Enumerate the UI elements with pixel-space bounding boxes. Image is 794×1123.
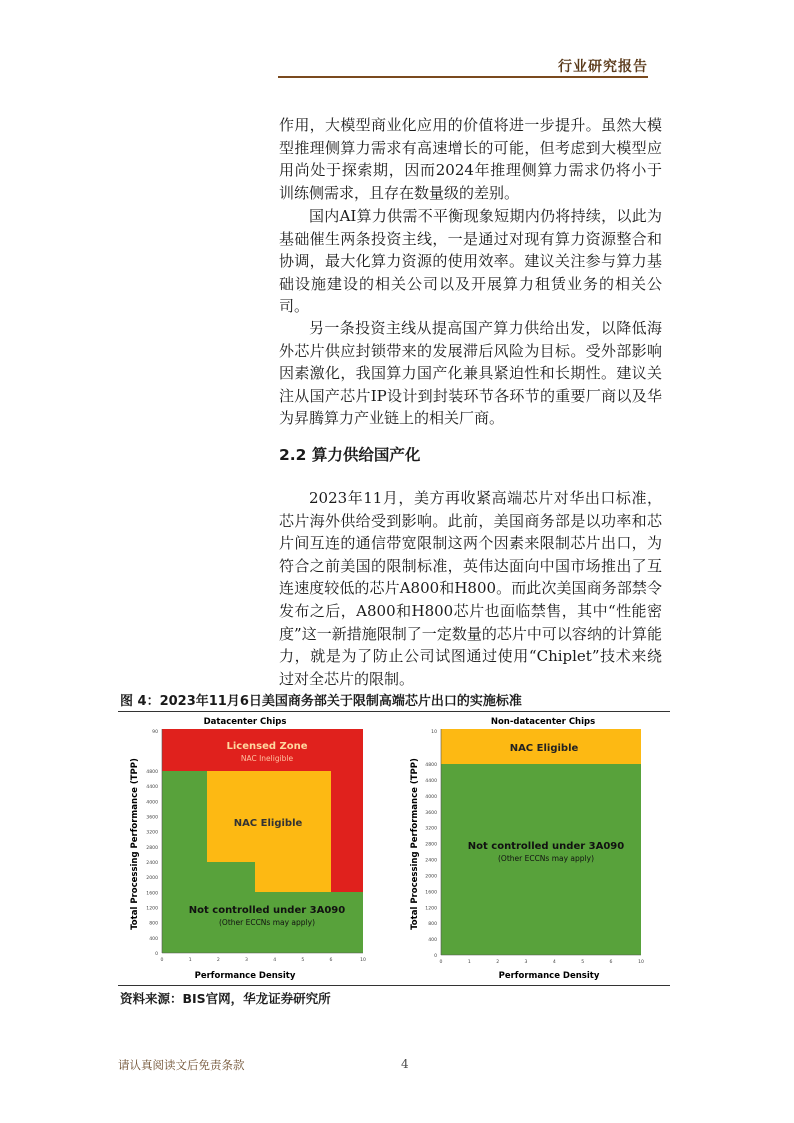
figure-caption: 图 4：2023年11月6日美国商务部关于限制高端芯片出口的实施标准 [120, 694, 522, 709]
body-paragraph-1 [279, 114, 662, 204]
section-paragraph [279, 487, 662, 690]
section-heading: 2.2 算力供给国产化 [279, 446, 421, 464]
y-tick-label: 1200 [146, 906, 158, 912]
y-tick-label: 400 [428, 938, 437, 944]
region-label: NAC Eligible [233, 818, 303, 829]
region-label: NAC Eligible [509, 743, 579, 754]
y-tick-label: 1600 [425, 890, 437, 896]
x-tick-label: 6 [329, 958, 333, 963]
x-tick-label: 4 [273, 958, 277, 963]
y-tick-label: 2000 [146, 876, 158, 882]
x-tick-label: 2 [216, 958, 220, 963]
chart-datacenter [120, 713, 374, 983]
y-tick-label: 2400 [146, 861, 158, 866]
region-label: Licensed Zone [226, 741, 308, 752]
x-tick-label: 0 [160, 958, 164, 963]
y-ticks [425, 729, 437, 959]
y-tick-label: 4400 [425, 778, 437, 784]
region-note: (Other ECCNs may apply) [497, 854, 595, 863]
paragraph-text: 另一条投资主线从提高国产算力供给出发，以降低海外芯片供应封锁带来的发展滞后风险为目标。受外部影响因素激化，我国算力国产化兼具紧迫性和长期性。建议关注从国产芯片IP设计到封装环节各环节的重要厂商以及华为昇腾算力产业链上的相关厂商。 [279, 319, 662, 428]
body-paragraph-3 [279, 317, 662, 430]
header-divider [278, 76, 648, 78]
figure-source: 资料来源：BIS官网，华龙证券研究所 [120, 991, 331, 1006]
x-tick-label: 3 [524, 960, 528, 965]
x-tick-label: 3 [245, 958, 248, 963]
x-tick-label: 10 [638, 960, 644, 965]
y-tick-label: 4400 [146, 785, 158, 791]
chart-non-datacenter [386, 713, 670, 983]
y-axis-label: Total Processing Performance (TPP) [410, 758, 420, 930]
chart-title: Datacenter Chips [203, 717, 287, 727]
y-tick-label: 3600 [146, 815, 158, 821]
x-ticks [161, 957, 366, 963]
y-tick-label: 0 [155, 952, 158, 957]
y-tick-label: 2000 [425, 874, 437, 880]
x-tick-label: 1 [467, 960, 471, 965]
region-note: (Other ECCNs may apply) [218, 918, 316, 927]
region-label: Not controlled under 3A090 [467, 841, 625, 852]
x-axis-label: Performance Density [194, 971, 296, 981]
y-tick-label: 10 [431, 730, 437, 735]
x-tick-label: 1 [188, 958, 192, 963]
footer-disclaimer: 请认真阅读文后免责条款 [118, 1058, 245, 1072]
y-tick-label: 2800 [425, 842, 437, 848]
x-tick-label: 2 [496, 960, 500, 965]
x-tick-label: 6 [609, 960, 613, 965]
chart-datacenter-svg [120, 713, 374, 983]
y-tick-label: 4800 [146, 770, 158, 775]
body-paragraph-2 [279, 205, 662, 318]
y-tick-label: 1600 [146, 891, 158, 897]
figure-bottom-rule [118, 985, 670, 986]
y-tick-label: 2800 [146, 845, 158, 851]
y-tick-label: 3200 [146, 830, 158, 836]
x-tick-label: 5 [301, 958, 305, 963]
y-tick-label: 4000 [146, 800, 158, 806]
y-tick-label: 3200 [425, 826, 437, 832]
y-tick-label: 4000 [425, 794, 437, 800]
y-tick-label: 0 [434, 954, 437, 959]
chart-non-datacenter-svg [386, 713, 670, 983]
x-tick-label: 10 [360, 958, 366, 963]
region-label: Not controlled under 3A090 [188, 905, 346, 916]
report-type-header: 行业研究报告 [558, 59, 648, 75]
paragraph-text: 2023年11月，美方再收紧高端芯片对华出口标准，芯片海外供给受到影响。此前，美国商务部是以功率和芯片间互连的通信带宽限制这两个因素来限制芯片出口，为符合之前美国的限制标准，英伟达面向中国市场推出了互连速度较低的芯片A800和H800。而此次美国商务部禁令发布之后，A800和H800芯片也面临禁售，其中“性能密度”这一新措施限制了一定数量的芯片中可以容纳的计算能力，就是为了防止公司试图通过使用“Chiplet”技术来绕过对全芯片的限制。 [279, 489, 662, 688]
y-tick-label: 800 [149, 921, 158, 927]
y-ticks [146, 729, 158, 957]
y-tick-label: 90 [152, 730, 158, 735]
y-tick-label: 1200 [425, 906, 437, 912]
region-note: NAC Ineligible [240, 754, 294, 763]
y-tick-label: 3600 [425, 810, 437, 816]
x-tick-label: 5 [581, 960, 585, 965]
x-axis-label: Performance Density [498, 971, 600, 981]
y-tick-label: 2400 [425, 858, 437, 864]
paragraph-text: 国内AI算力供需不平衡现象短期内仍将持续，以此为基础催生两条投资主线，一是通过对现有算力资源整合和协调，最大化算力资源的使用效率。建议关注参与算力基础设施建设的相关公司以及开展算力租赁业务的相关公司。 [279, 207, 662, 316]
y-tick-label: 4800 [425, 763, 437, 768]
x-tick-label: 0 [439, 960, 443, 965]
paragraph-text: 作用，大模型商业化应用的价值将进一步提升。虽然大模型推理侧算力需求有高速增长的可能，但考虑到大模型应用尚处于探索期，因而2024年推理侧算力需求仍将小于训练侧需求，且存在数量级的差别。 [279, 116, 662, 202]
chart-title: Non-datacenter Chips [490, 717, 596, 727]
y-axis-label: Total Processing Performance (TPP) [130, 758, 140, 930]
y-tick-label: 400 [149, 936, 158, 942]
y-tick-label: 800 [428, 922, 437, 928]
page-number: 4 [401, 1057, 409, 1071]
x-ticks [440, 959, 644, 965]
figure-top-rule [118, 711, 670, 712]
x-tick-label: 4 [552, 960, 556, 965]
